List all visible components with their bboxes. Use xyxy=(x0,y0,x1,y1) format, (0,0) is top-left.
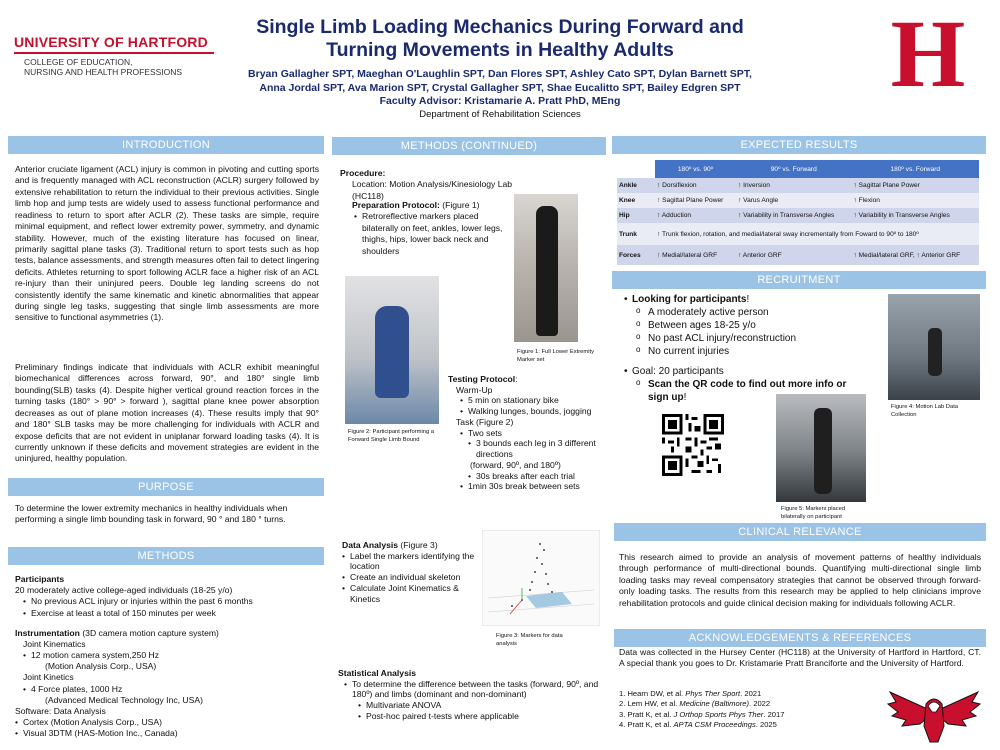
references xyxy=(619,689,879,730)
task-sub: • 3 bounds each leg in 3 different directions xyxy=(468,438,606,459)
introduction-para-2: Preliminary findings indicate that individuals with ACLR exhibit meaningful biomechanical differences across forward, 90°, and 180° single limb bounding(SLB) tasks (4). Despite higher vertical ground reaction forces in the turning tasks (180° > 90° > forward ), sagittal plane knee power absorption decreases as out of plane motion increases (4). These results imply that 90° and 180° SLB tasks may be more challenging for individuals with ACLR and expose deficits that are not evident in uniplanar forward loading tasks (4). It is currently unknown if these deficits and movement strategies are evident in the uninjured, healthy population. xyxy=(15,362,319,464)
preparation-block xyxy=(352,200,510,257)
software-item: • Visual 3DTM (HAS-Motion Inc., Canada) xyxy=(15,728,319,739)
prep-fig: (Figure 1) xyxy=(442,200,480,210)
purpose-heading: PURPOSE xyxy=(8,478,324,496)
expected-results-table xyxy=(617,160,979,265)
procedure-location: Location: Motion Analysis/Kinesiology Lab (HC118) xyxy=(352,179,513,201)
ref-authors: 2. Lem HW, et al. xyxy=(619,699,680,709)
participants-title: Participants xyxy=(15,574,65,584)
data-item: • Calculate Joint Kinematics & Kinetics xyxy=(342,583,476,604)
cell: ↑ Medial/lateral GRF, ↑ Anterior GRF xyxy=(852,245,979,265)
authors-line-1: Bryan Gallagher SPT, Maeghan O'Laughlin SPT, Dan Flores SPT, Ashley Cato SPT, Dylan Barnett SPT, xyxy=(248,68,752,80)
reference-item xyxy=(619,710,879,720)
results-row-ankle xyxy=(617,178,979,193)
faculty-advisor: Faculty Advisor: Kristamarie A. Pratt PhD, MEng xyxy=(379,95,621,108)
kinetics-item: • 4 Force plates, 1000 Hz xyxy=(23,684,319,695)
cell-span: ↑ Trunk flexion, rotation, and medial/lateral sway incrementally from Foward to 90º to 180º xyxy=(655,223,979,245)
ref-authors: 3. Pratt K, et al. xyxy=(619,709,674,719)
cell: ↑ Flexion xyxy=(852,193,979,208)
figure-3-caption: Figure 3: Markers for data analysis xyxy=(496,633,563,647)
ref-journal: J Orthop Sports Phys Ther xyxy=(673,709,764,719)
figure-2-participant xyxy=(375,306,409,398)
warmup-item: • Walking lunges, bounds, jogging xyxy=(460,406,606,417)
cell: ↑ Varus Angle xyxy=(736,193,852,208)
acknowledgements-text: Data was collected in the Hursey Center (HC118) at the University of Hartford in Hartford, CT. A special thank you goes to Dr. Kristamarie Pratt Branciforte and the University of Hartford. xyxy=(619,647,981,669)
procedure-block xyxy=(340,168,540,202)
results-row-forces xyxy=(617,245,979,265)
logo-college-line1: COLLEGE OF EDUCATION, xyxy=(24,57,133,67)
testing-title: Testing Protocol xyxy=(448,374,516,384)
warmup: Warm-Up xyxy=(456,384,493,395)
data-title: Data Analysis xyxy=(342,540,399,550)
ref-journal: Phys Ther Sport xyxy=(685,689,741,698)
figure-1-photo xyxy=(514,194,578,342)
clinical-relevance-text: This research aimed to provide an analysis of movement patterns of healthy individuals through performance of multi-directional bounds. Quantifying multi-directional single limb loading tasks may reveal compensatory strategies that cannot be observed through forward-only loading tasks. The results from this research may be applied to help clinicians improve rehabilitation protocols and guide clinical decision making for individuals following ACLR. xyxy=(619,552,981,608)
results-corner xyxy=(617,160,655,178)
methods-body xyxy=(15,574,319,739)
joint-kinetics: Joint Kinetics xyxy=(23,672,74,683)
data-fig: (Figure 3) xyxy=(398,540,438,550)
figure-4-caption: Figure 4: Motion Lab Data Collection xyxy=(891,404,959,418)
row-label: Hip xyxy=(617,208,655,223)
ref-year: . 2021 xyxy=(740,689,762,698)
instrumentation-title: Instrumentation xyxy=(15,627,80,638)
figure-3-background xyxy=(482,530,600,626)
recruitment-heading: RECRUITMENT xyxy=(612,271,986,289)
results-col-header: 180º vs. 90º xyxy=(655,160,736,178)
qr-code[interactable] xyxy=(662,414,724,476)
stats-sub: • Multivariate ANOVA xyxy=(358,700,606,711)
department: Department of Rehabilitation Sciences xyxy=(419,109,581,120)
participants-line: 20 moderately active college-aged individuals (18-25 y/o) xyxy=(15,585,233,596)
prep-title: Preparation Protocol: xyxy=(352,200,443,210)
task-sub: • 30s breaks after each trial xyxy=(468,471,606,482)
reference-item xyxy=(619,689,879,699)
title-line-1: Single Limb Loading Mechanics During Forward and xyxy=(256,16,744,38)
results-header-row xyxy=(617,160,979,178)
data-item: • Label the markers identifying the location xyxy=(342,551,476,572)
cell: ↑ Sagittal Plane Power xyxy=(852,178,979,193)
title-line-2: Turning Movements in Healthy Adults xyxy=(326,39,674,62)
kinetics-sub: (Advanced Medical Technology Inc, USA) xyxy=(45,694,203,705)
looking-text: Looking for participants xyxy=(632,294,747,305)
criterion: o A moderately active person xyxy=(636,306,882,319)
results-row-trunk xyxy=(617,223,979,245)
data-analysis-heading xyxy=(342,540,476,551)
scan-text: Scan the QR code to find out more info or sign up xyxy=(648,379,847,403)
looking-suffix: ! xyxy=(746,294,750,305)
data-item: • Create an individual skeleton xyxy=(342,572,476,583)
row-label: Trunk xyxy=(617,223,655,245)
figure-5-caption: Figure 5: Markers placed bilaterally on participant xyxy=(781,506,846,520)
testing-protocol xyxy=(448,374,606,492)
figure-5-participant xyxy=(814,408,832,494)
task: Task (Figure 2) xyxy=(456,416,514,427)
ref-year: . 2022 xyxy=(749,699,771,709)
ref-year: . 2025 xyxy=(755,719,777,729)
criterion: o No current injuries xyxy=(636,345,882,358)
results-row-hip xyxy=(617,208,979,223)
task-sub-directions: (forward, 90º, and 180º) xyxy=(470,459,561,470)
looking-row xyxy=(624,293,882,306)
joint-kinematics: Joint Kinematics xyxy=(23,638,86,649)
figure-5-photo xyxy=(776,394,866,502)
ref-journal: Medicine (Baltimore) xyxy=(679,699,749,709)
instrumentation-suffix: (3D camera motion capture system) xyxy=(79,627,219,638)
data-analysis xyxy=(342,540,476,604)
software-title: Software: Data Analysis xyxy=(15,705,106,716)
cell: ↑ Adduction xyxy=(655,208,736,223)
stats-title: Statistical Analysis xyxy=(338,668,417,678)
reference-item xyxy=(619,699,879,709)
cell: ↑ Medial/lateral GRF xyxy=(655,245,736,265)
figure-4-participant xyxy=(928,328,942,376)
cell: ↑ Anterior GRF xyxy=(736,245,852,265)
results-row-knee xyxy=(617,193,979,208)
instrumentation-heading xyxy=(15,628,319,639)
row-label: Ankle xyxy=(617,178,655,193)
figure-1-participant xyxy=(536,206,558,336)
expected-results-heading: EXPECTED RESULTS xyxy=(612,136,986,154)
figure-2-photo xyxy=(345,276,439,424)
participants-bullet: • Exercise at least a total of 150 minutes per week xyxy=(23,608,319,619)
cell: ↑ Variability in Transverse Angles xyxy=(852,208,979,223)
ref-year: . 2017 xyxy=(763,709,785,719)
row-label: Knee xyxy=(617,193,655,208)
stats-item: • To determine the difference between the tasks (forward, 90º, and 180º) and limbs (dominant and non-dominant) xyxy=(344,679,606,700)
cell: ↑ Sagittal Plane Power xyxy=(655,193,736,208)
authors xyxy=(200,68,800,109)
statistical-analysis xyxy=(338,668,606,722)
results-col-header: 90º vs. Forward xyxy=(736,160,852,178)
methods-heading: METHODS xyxy=(8,547,324,565)
testing-title-row: Testing Protocol: xyxy=(448,374,518,384)
logo-university-name: UNIVERSITY OF HARTFORD xyxy=(14,34,208,50)
poster-title xyxy=(220,16,780,63)
procedure-title: Procedure: xyxy=(340,168,386,178)
cell: ↑ Dorsiflexion xyxy=(655,178,736,193)
reference-item xyxy=(619,720,879,730)
scan-suffix: ! xyxy=(683,392,687,403)
software-item: • Cortex (Motion Analysis Corp., USA) xyxy=(15,717,319,728)
figure-2-caption: Figure 2: Participant performing a Forward Single Limb Bound xyxy=(348,429,435,443)
cell: ↑ Inversion xyxy=(736,178,852,193)
logo-college-line2: NURSING AND HEALTH PROFESSIONS xyxy=(24,67,183,77)
figure-4-photo xyxy=(888,294,980,400)
task-item: • 1min 30s break between sets xyxy=(460,481,606,492)
goal: • Goal: 20 participants xyxy=(624,365,882,378)
task-item: • Two sets xyxy=(460,428,606,439)
kinematics-sub: (Motion Analysis Corp., USA) xyxy=(45,661,157,672)
prep-bullet: • Retroreflective markers placed bilaterally on feet, ankles, lower legs, thighs, hips, lower back neck and shoulders xyxy=(354,211,510,257)
criterion: o No past ACL injury/reconstruction xyxy=(636,332,882,345)
criterion: o Between ages 18-25 y/o xyxy=(636,319,882,332)
university-logo xyxy=(14,34,220,84)
hartford-h-logo: H xyxy=(890,0,966,107)
ref-authors: 4. Pratt K, et al. xyxy=(619,719,674,729)
authors-line-2: Anna Jordal SPT, Ava Marion SPT, Crystal Gallagher SPT, Shae Eucalitto SPT, Bailey Edgren SPT xyxy=(259,81,741,94)
logo-divider xyxy=(14,52,214,54)
kinematics-item: • 12 motion camera system,250 Hz xyxy=(23,650,319,661)
acknowledgements-heading: ACKNOWLEDGEMENTS & REFERENCES xyxy=(614,629,986,647)
results-col-header: 180º vs. Forward xyxy=(852,160,979,178)
purpose-text: To determine the lower extremity mechanics in healthy individuals when performing a single limb bounding task in forward, 90 ° and 180 ° turns. xyxy=(15,503,288,525)
introduction-para-1: Anterior cruciate ligament (ACL) injury is common in pivoting and cutting sports and is frequently managed with ACL reconstruction (ACLR) surgery followed by extensive rehabilitation to return the individual to their previous activities. Single limb hop and jump tests are widely used to assess functional performance and readiness to return to sport after ACLR (2). These tasks are simple, require minimal equipment, and reflect lower extremity power, symmetry, and dynamic stability. However, much of the existing literature has focused on linear, primarily sagittal plane tasks (3). Traditional return to sport tests such as hop tests, balance assessments, and strength measures often fail to detect lingering deficits. Athletes returning to sport following ACLR face a higher risk of an ACL re-injury than their uninjured peers. Double leg landing screens do not consistently identify the same kinematic and kinetic abnormalities that appear during single leg tasks, suggesting that single limb assessments are more sensitive to functional asymmetries (1). xyxy=(15,164,319,323)
preparation-heading xyxy=(352,200,510,211)
clinical-relevance-heading: CLINICAL RELEVANCE xyxy=(614,523,986,541)
figure-3-marker-plot xyxy=(482,530,600,626)
methods-continued-heading: METHODS (CONTINUED) xyxy=(332,137,606,155)
figure-1-caption: Figure 1: Full Lower Extremity Marker set xyxy=(517,349,594,363)
recruitment-body xyxy=(620,293,882,404)
row-label: Forces xyxy=(617,245,655,265)
hawk-mascot-logo xyxy=(886,686,982,744)
cell: ↑ Variability in Transverse Angles xyxy=(736,208,852,223)
warmup-item: • 5 min on stationary bike xyxy=(460,395,606,406)
ref-authors: 1. Hearn DW, et al. xyxy=(619,689,686,698)
ref-journal: APTA CSM Proceedings xyxy=(673,719,756,729)
results-table xyxy=(617,160,979,265)
participants-bullet: • No previous ACL injury or injuries within the past 6 months xyxy=(23,596,319,607)
stats-sub: • Post-hoc paired t-tests where applicable xyxy=(358,711,606,722)
introduction-heading: INTRODUCTION xyxy=(8,136,324,154)
